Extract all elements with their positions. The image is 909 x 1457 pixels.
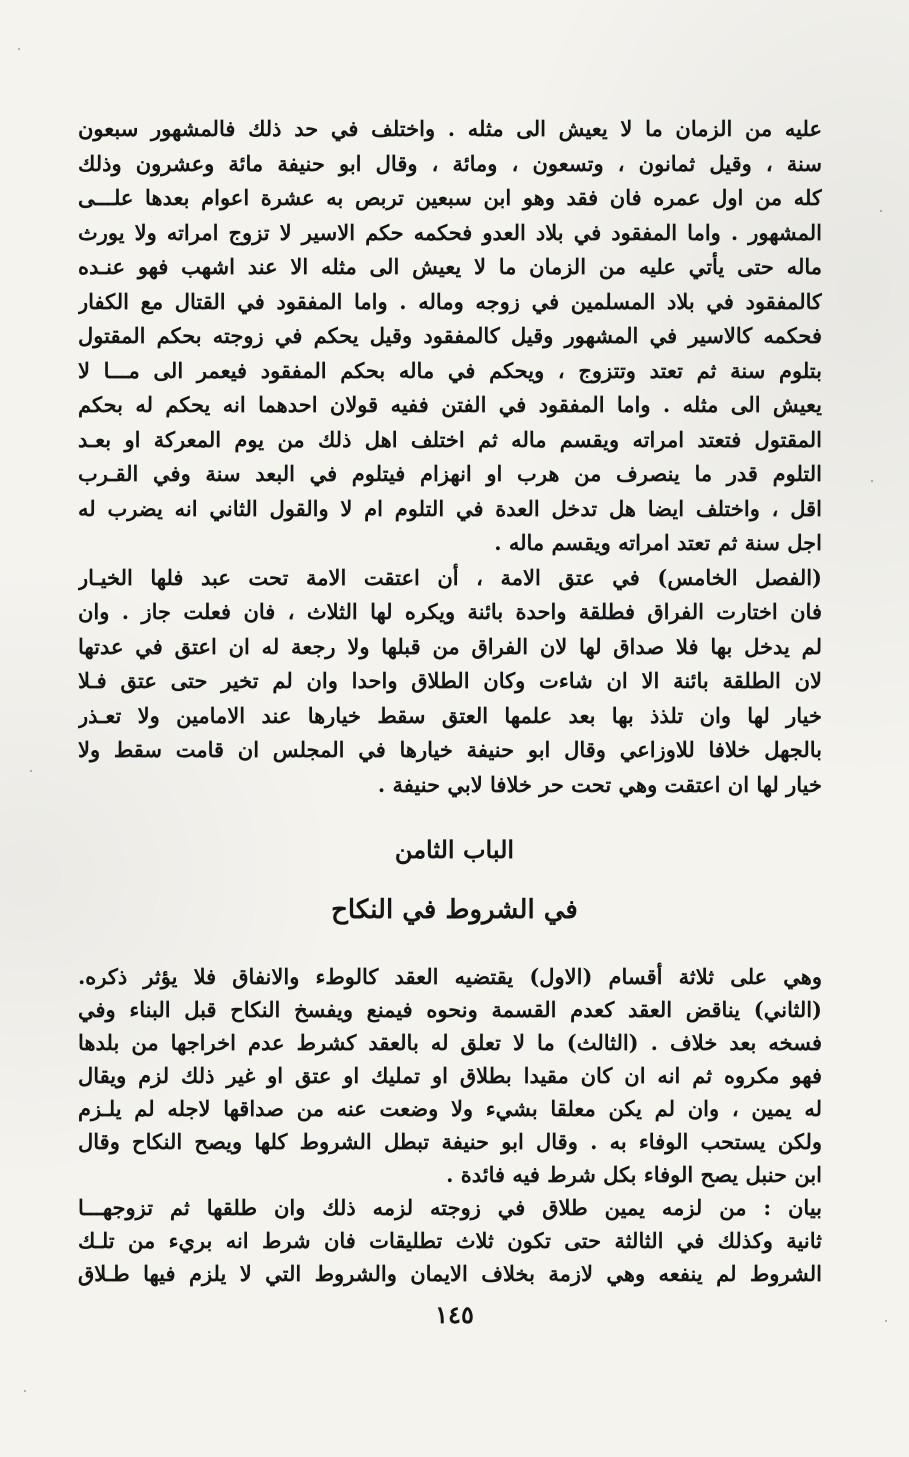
paragraph-block-marriage-conditions: [78, 960, 822, 1290]
text-line: التلوم قدر ما ينصرف من هرب او انهزام فيتلوم في البعد سنة وفي القـرب: [78, 461, 822, 486]
text-line: عليه من الزمان ما لا يعيش الى مثله . واختلف في حد ذلك فالمشهور سبعون: [78, 116, 822, 141]
text-line: بالجهل خلافا للاوزاعي وقال ابو حنيفة خيارها في المجلس ان قامت سقط ولا: [78, 737, 822, 762]
text-line: الشروط لم ينفعه وهي لازمة بخلاف الايمان والشروط التي لا يلزم فيها طـلاق: [78, 1261, 822, 1286]
text-line: خيار لها ان اعتقت وهي تحت حر خلافا لابي حنيفة .: [377, 771, 822, 797]
text-line: وهي على ثلاثة أقسام (الاول) يقتضيه العقد كالوطء والانفاق فلا يؤثر ذكره.: [78, 964, 822, 989]
text-line: ابن حنبل يصح الوفاء بكل شرط فيه فائدة .: [446, 1162, 822, 1187]
text-line: خيار لها وان تلذذ بها بعد علمها العتق سقط خيارها عند الامامين ولا تعـذر: [78, 702, 822, 728]
text-line: ثانية وكذلك في الثالثة حتى تكون ثلاث تطليقات فان شرط انه بريء من تلـك: [78, 1228, 822, 1253]
text-line: (الثاني) يناقض العقد كعدم القسمة ونحوه فيمنع ويفسخ النكاح قبل البناء وفي: [78, 997, 822, 1022]
text-line: فهو مكروه ثم انه ان كان مقيدا بطلاق او تمليك او عتق او غير ذلك لزم ويقال: [78, 1063, 822, 1088]
text-line: سنة ، وقيل ثمانون ، وتسعون ، ومائة ، وقال ابو حنيفة مائة وعشرون وذلك: [78, 150, 822, 176]
text-line: المقتول فتعتد امراته ويقسم ماله ثم اختلف اهل ذلك من يوم المعركة او بعـد: [78, 426, 822, 452]
text-line: ماله حتى يأتي عليه من الزمان ما لا يعيش الى مثله الا عند اشهب فهو عنـده: [78, 254, 822, 279]
text-line: بتلوم سنة ثم تعتد وتتزوج ، ويحكم في ماله بحكم المفقود فيعمر الى مـــا لا: [78, 357, 822, 383]
scan-speck: [24, 1390, 26, 1392]
text-line: ولكن يستحب الوفاء به . وقال ابو حنيفة تبطل الشروط كلها ويصح النكاح وقال: [78, 1129, 822, 1154]
text-line: لان الطلقة بائنة الا ان شاءت وكان الطلاق واحدا وان لم تخير حتى عتق فـلا: [78, 668, 822, 693]
text-line: لم يدخل بها فلا صداق لها لان الفراق من قبلها ولا رجعة له ان اعتق في عدتها: [78, 633, 822, 659]
text-line: المشهور . واما المفقود في بلاد العدو فحكمه حكم الاسير لا تزوج امراته ولا يورث: [78, 219, 822, 245]
text-line: فسخه بعد خلاف . (الثالث) ما لا تعلق له بالعقد كشرط عدم اخراجها من بلدها: [78, 1030, 822, 1055]
text-line: اقل ، واختلف ايضا هل تدخل العدة في التلوم ام لا والقول الثاني انه يضرب له: [78, 495, 822, 521]
text-line: كله من اول عمره فان فقد وهو ابن سبعين تربص به عشرة اعوام بعدها علـــى: [78, 185, 822, 210]
page-number: ١٤٥: [435, 1300, 474, 1329]
text-line: له يمين ، وان لم يكن معلقا بشيء ولا وضعت عنه من صداقها لاجله لم يلـزم: [78, 1096, 822, 1121]
text-line: بيان : من لزمه يمين طلاق في زوجته لزمه ذلك وان طلقها ثم تزوجهـــا: [78, 1195, 822, 1220]
paragraph-block-missing-person-and-manumission: [78, 112, 822, 802]
scan-speck: [880, 210, 882, 212]
text-line: (الفصل الخامس) في عتق الامة ، أن اعتقت الامة تحت عبد فلها الخيـار: [78, 564, 822, 590]
text-line: فان اختارت الفراق فطلقة واحدة بائنة ويكره لها الثلاث ، فان فعلت جاز . وان: [78, 599, 822, 624]
scan-speck: [885, 1320, 887, 1322]
scan-speck: [871, 480, 873, 482]
scan-speck: [18, 48, 20, 50]
text-line: اجل سنة ثم تعتد امراته ويقسم ماله .: [494, 530, 822, 555]
chapter-subtitle: في الشروط في النكاح: [331, 895, 578, 925]
text-line: كالمفقود في بلاد المسلمين في زوجه وماله . واما المفقود في القتال مع الكفار: [78, 288, 822, 314]
text-line: فحكمه كالاسير في المشهور وقيل كالمفقود وقيل يحكم في زوجته بحكم المقتول: [78, 323, 822, 348]
chapter-title: الباب الثامن: [394, 835, 515, 864]
scan-speck: [30, 770, 32, 772]
text-line: يعيش الى مثله . واما المفقود في الفتن ففيه قولان احدهما انه يحكم له بحكم: [78, 392, 822, 417]
